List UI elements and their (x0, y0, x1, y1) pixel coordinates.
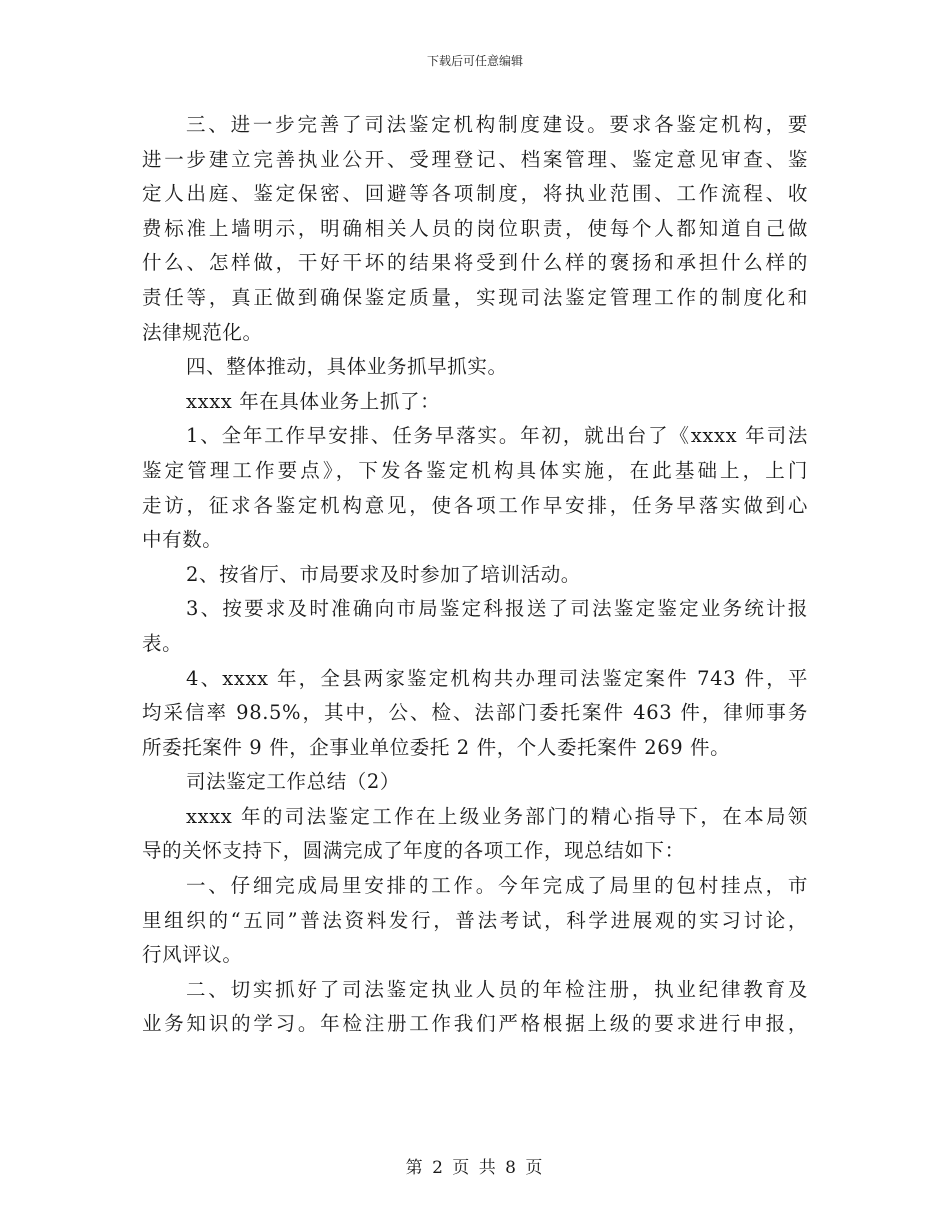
text-line: 中有数。 (142, 528, 223, 552)
text-line: xxxx 年在具体业务上抓了： (186, 389, 441, 413)
text-line: 走访，征求各鉴定机构意见，使各项工作早安排，任务早落实做到心 (142, 493, 808, 517)
text-line: 法律规范化。 (142, 320, 263, 344)
text-line: 1、全年工作早安排、任务早落实。年初，就出台了《xxxx 年司法 (186, 424, 808, 448)
text-line: 四、整体推动，具体业务抓早抓实。 (186, 355, 508, 379)
text-line: 导的关怀支持下，圆满完成了年度的各项工作，现总结如下： (142, 839, 685, 863)
text-line: 4、xxxx 年，全县两家鉴定机构共办理司法鉴定案件 743 件，平 (186, 666, 808, 690)
text-line: 里组织的“五同”普法资料发行，普法考试，科学进展观的实习讨论， (142, 908, 808, 932)
text-line: 均采信率 98.5%，其中，公、检、法部门委托案件 463 件，律师事务 (142, 701, 808, 725)
text-line: 鉴定管理工作要点》，下发各鉴定机构具体实施，在此基础上，上门 (142, 458, 808, 482)
document-body (142, 108, 808, 1042)
text-line: 三、进一步完善了司法鉴定机构制度建设。要求各鉴定机构，要 (186, 113, 808, 136)
page-number: 第 2 页 共 8 页 (405, 1158, 545, 1178)
text-line: 定人出庭、鉴定保密、回避等各项制度，将执业范围、工作流程、收 (142, 182, 808, 206)
text-line: 2、按省厅、市局要求及时参加了培训活动。 (186, 562, 581, 586)
text-line: xxxx 年的司法鉴定工作在上级业务部门的精心指导下，在本局领 (186, 804, 808, 828)
text-line: 行风评议。 (142, 943, 243, 967)
text-line: 责任等，真正做到确保鉴定质量，实现司法鉴定管理工作的制度化和 (142, 285, 808, 309)
text-line: 什么、怎样做，干好干坏的结果将受到什么样的褒扬和承担什么样的 (142, 251, 808, 275)
text-line: 所委托案件 9 件，企事业单位委托 2 件，个人委托案件 269 件。 (142, 735, 731, 759)
page-header: 下载后可任意编辑 (426, 54, 523, 68)
text-line: 表。 (142, 631, 183, 655)
text-line: 一、仔细完成局里安排的工作。今年完成了局里的包村挂点，市 (186, 874, 808, 898)
text-line: 业务知识的学习。年检注册工作我们严格根据上级的要求进行申报， (142, 1012, 808, 1036)
section-heading: 司法鉴定工作总结（2） (186, 770, 401, 794)
text-line: 二、切实抓好了司法鉴定执业人员的年检注册，执业纪律教育及 (186, 977, 808, 1001)
text-line: 进一步建立完善执业公开、受理登记、档案管理、鉴定意见审查、鉴 (142, 147, 808, 171)
text-line: 3、按要求及时准确向市局鉴定科报送了司法鉴定鉴定业务统计报 (186, 597, 808, 621)
text-line: 费标准上墙明示，明确相关人员的岗位职责，使每个人都知道自己做 (142, 216, 808, 240)
